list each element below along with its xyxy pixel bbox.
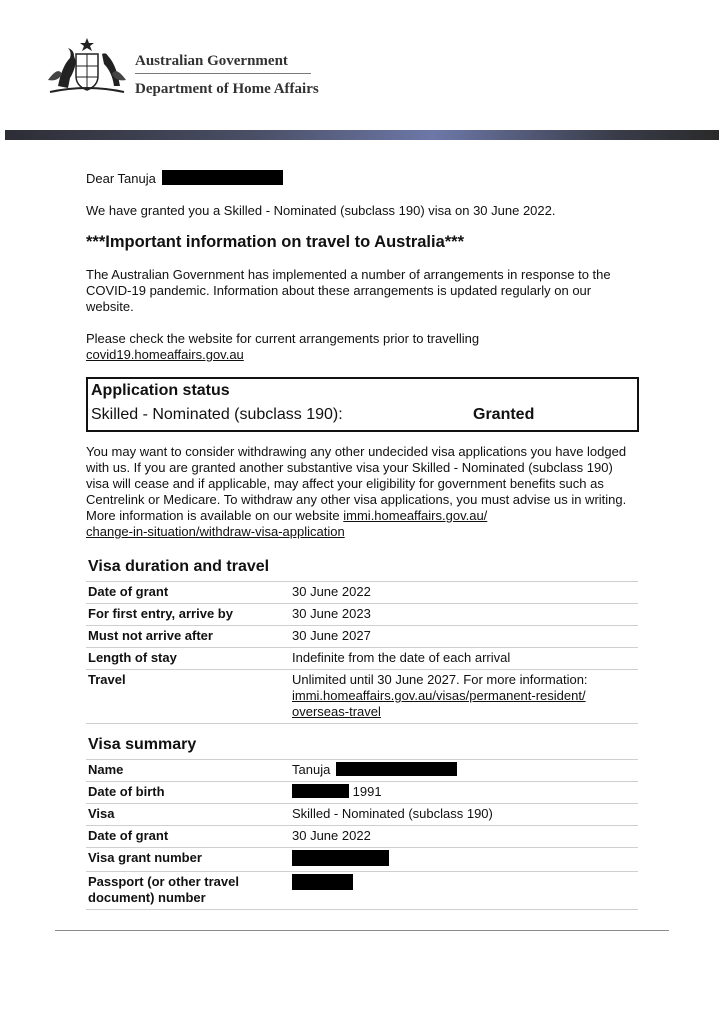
row-label: Must not arrive after (86, 626, 290, 648)
status-title: Application status (91, 382, 230, 399)
redacted-grant-number (292, 850, 389, 866)
covid-section (86, 267, 638, 363)
department-name (135, 52, 319, 98)
travel-text: Unlimited until 30 June 2027. For more information: (292, 672, 588, 687)
table-row (86, 872, 638, 910)
table-row (86, 670, 638, 724)
row-label: Date of birth (86, 782, 290, 804)
redacted-surname (336, 762, 457, 776)
row-value (290, 782, 638, 804)
footer-divider (55, 930, 669, 931)
row-label: Name (86, 760, 290, 782)
table-row (86, 760, 638, 782)
redacted-birth-date (292, 784, 349, 798)
row-label: Date of grant (86, 582, 290, 604)
header-divider (135, 73, 311, 74)
table-row (86, 848, 638, 872)
table-row (86, 626, 638, 648)
department-title: Department of Home Affairs (135, 81, 319, 97)
row-value (290, 670, 638, 724)
withdraw-text: You may want to consider withdrawing any other undecided visa applications you have lodged with us. If you are granted another substantive visa your Skilled - Nominated (subclass 190) visa will cease and if applicable, may affect your eligibility for government benefits such as Centrelink or Medicare. To withdraw any other visa applications, you must advise us in writing. More information is available on our website (86, 444, 627, 523)
row-value: Skilled - Nominated (subclass 190) (290, 804, 638, 826)
row-value: Indefinite from the date of each arrival (290, 648, 638, 670)
passport-label-line1: Passport (or other travel (88, 874, 239, 889)
coat-of-arms-icon (44, 36, 130, 98)
status-visa: Skilled - Nominated (subclass 190): (91, 406, 343, 423)
redacted-passport-number (292, 874, 353, 890)
covid-paragraph: The Australian Government has implemented a number of arrangements in response to the COVID-19 pandemic. Information about these arrangements is updated regularly on our website. (86, 267, 611, 314)
summary-title: Visa summary (88, 736, 197, 753)
withdraw-paragraph (86, 444, 638, 540)
table-row (86, 648, 638, 670)
table-row (86, 782, 638, 804)
row-label: Travel (86, 670, 290, 724)
check-text: Please check the website for current arrangements prior to travelling (86, 331, 480, 346)
government-name: Australian Government (135, 53, 288, 69)
row-label: Visa (86, 804, 290, 826)
row-value: 30 June 2022 (290, 582, 638, 604)
letterhead (0, 0, 724, 130)
row-label (86, 872, 290, 910)
travel-link-part1[interactable]: immi.homeaffairs.gov.au/visas/permanent-resident/ (292, 688, 586, 703)
table-row (86, 826, 638, 848)
row-value: 30 June 2027 (290, 626, 638, 648)
birth-year: 1991 (352, 784, 382, 799)
duration-table (86, 581, 638, 724)
letter-intro (86, 170, 638, 219)
row-value (290, 872, 638, 910)
row-value (290, 848, 638, 872)
row-label: Visa grant number (86, 848, 290, 872)
application-status-box (86, 377, 639, 432)
important-heading: ***Important information on travel to Australia*** (86, 233, 465, 251)
greeting-text: Dear Tanuja (86, 171, 156, 186)
table-row (86, 582, 638, 604)
grant-sentence: We have granted you a Skilled - Nominated (subclass 190) visa on 30 June 2022. (86, 203, 556, 218)
withdraw-section (86, 444, 638, 540)
summary-table (86, 759, 638, 910)
duration-title: Visa duration and travel (88, 558, 270, 575)
status-badge: Granted (473, 406, 535, 423)
table-row (86, 604, 638, 626)
row-value: 30 June 2022 (290, 826, 638, 848)
covid-link[interactable]: covid19.homeaffairs.gov.au (86, 347, 244, 362)
header-band (5, 130, 719, 140)
withdraw-link-part2[interactable]: change-in-situation/withdraw-visa-application (86, 524, 345, 539)
redacted-surname (162, 170, 283, 185)
table-row (86, 804, 638, 826)
row-value (290, 760, 638, 782)
travel-link-part2[interactable]: overseas-travel (292, 704, 381, 719)
passport-label-line2: document) number (88, 890, 206, 905)
row-value: 30 June 2023 (290, 604, 638, 626)
row-label: Date of grant (86, 826, 290, 848)
row-label: Length of stay (86, 648, 290, 670)
greeting (86, 170, 638, 187)
name-value: Tanuja (292, 762, 331, 777)
row-label: For first entry, arrive by (86, 604, 290, 626)
withdraw-link-part1[interactable]: immi.homeaffairs.gov.au/ (343, 508, 488, 523)
